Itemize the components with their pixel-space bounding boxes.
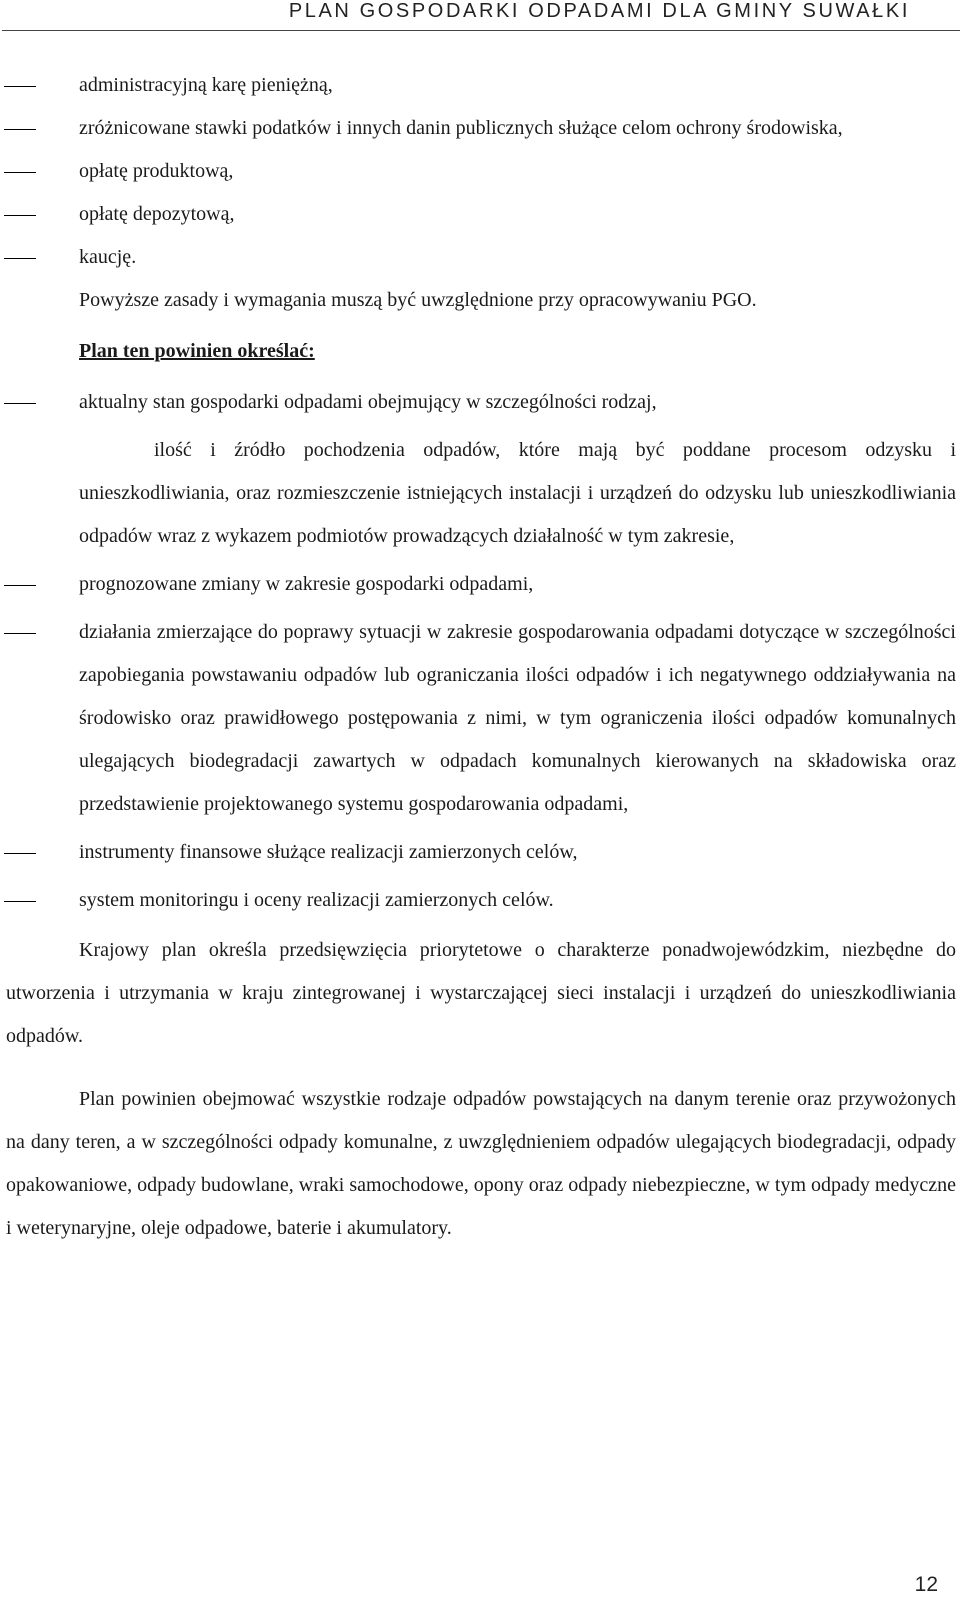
header-rule <box>2 30 960 31</box>
list-item <box>6 381 956 558</box>
list-item: administracyjną karę pieniężną, <box>6 64 956 107</box>
page-header-title: PLAN GOSPODARKI ODPADAMI DLA GMINY SUWAŁKI <box>288 0 910 22</box>
list-item: system monitoringu i oceny realizacji zamierzonych celów. <box>6 879 956 922</box>
list-item: opłatę depozytową, <box>6 193 956 236</box>
list-item: prognozowane zmiany w zakresie gospodarki odpadami, <box>6 563 956 606</box>
list-item: działania zmierzające do poprawy sytuacji w zakresie gospodarowania odpadami dotyczące w szczególności zapobiegania powstawaniu odpadów lub ograniczania ilości odpadów i ich negatywnego oddziaływania na środowisko oraz prawidłowego postępowania z nimi, w tym ograniczenia ilości odpadów komunalnych ulegających biodegradacji zawartych w odpadach komunalnych kierowanych na składowiska oraz przedstawienie projektowanego systemu gospodarowania odpadami, <box>6 611 956 826</box>
paragraph: Plan powinien obejmować wszystkie rodzaje odpadów powstających na danym terenie oraz przywożonych na dany teren, a w szczególności odpady komunalne, z uwzględnieniem odpadów ulegających biodegradacji, odpady opakowaniowe, odpady budowlane, wraki samochodowe, opony oraz odpady niebezpieczne, w tym odpady medyczne i weterynaryjne, oleje odpadowe, baterie i akumulatory. <box>6 1088 956 1239</box>
list-item: instrumenty finansowe służące realizacji zamierzonych celów, <box>6 831 956 874</box>
section-heading: Plan ten powinien określać: <box>79 340 315 362</box>
summary-line: Powyższe zasady i wymagania muszą być uwzględnione przy opracowywaniu PGO. <box>79 289 757 311</box>
list-item-continuation: ilość i źródło pochodzenia odpadów, które mają być poddane procesom odzysku i unieszkodliwiania, oraz rozmieszczenie istniejących instalacji i urządzeń do odzysku lub unieszkodliwiania odpadów wraz z wykazem podmiotów prowadzących działalność w tym zakresie, <box>79 439 956 547</box>
page-content <box>6 64 956 1261</box>
bullet-list-instruments <box>6 64 956 279</box>
list-item: zróżnicowane stawki podatków i innych danin publicznych służące celom ochrony środowiska, <box>6 107 956 150</box>
paragraph: Krajowy plan określa przedsięwzięcia priorytetowe o charakterze ponadwojewódzkim, niezbędne do utworzenia i utrzymania w kraju zintegrowanej i wystarczającej sieci instalacji i urządzeń do unieszkodliwiania odpadów. <box>6 939 956 1047</box>
bullet-list-plan-scope <box>6 381 956 922</box>
page-number: 12 <box>914 1573 938 1596</box>
list-item: kaucję. <box>6 236 956 279</box>
list-item: opłatę produktową, <box>6 150 956 193</box>
list-item-first-line: aktualny stan gospodarki odpadami obejmujący w szczególności rodzaj, <box>79 391 657 413</box>
